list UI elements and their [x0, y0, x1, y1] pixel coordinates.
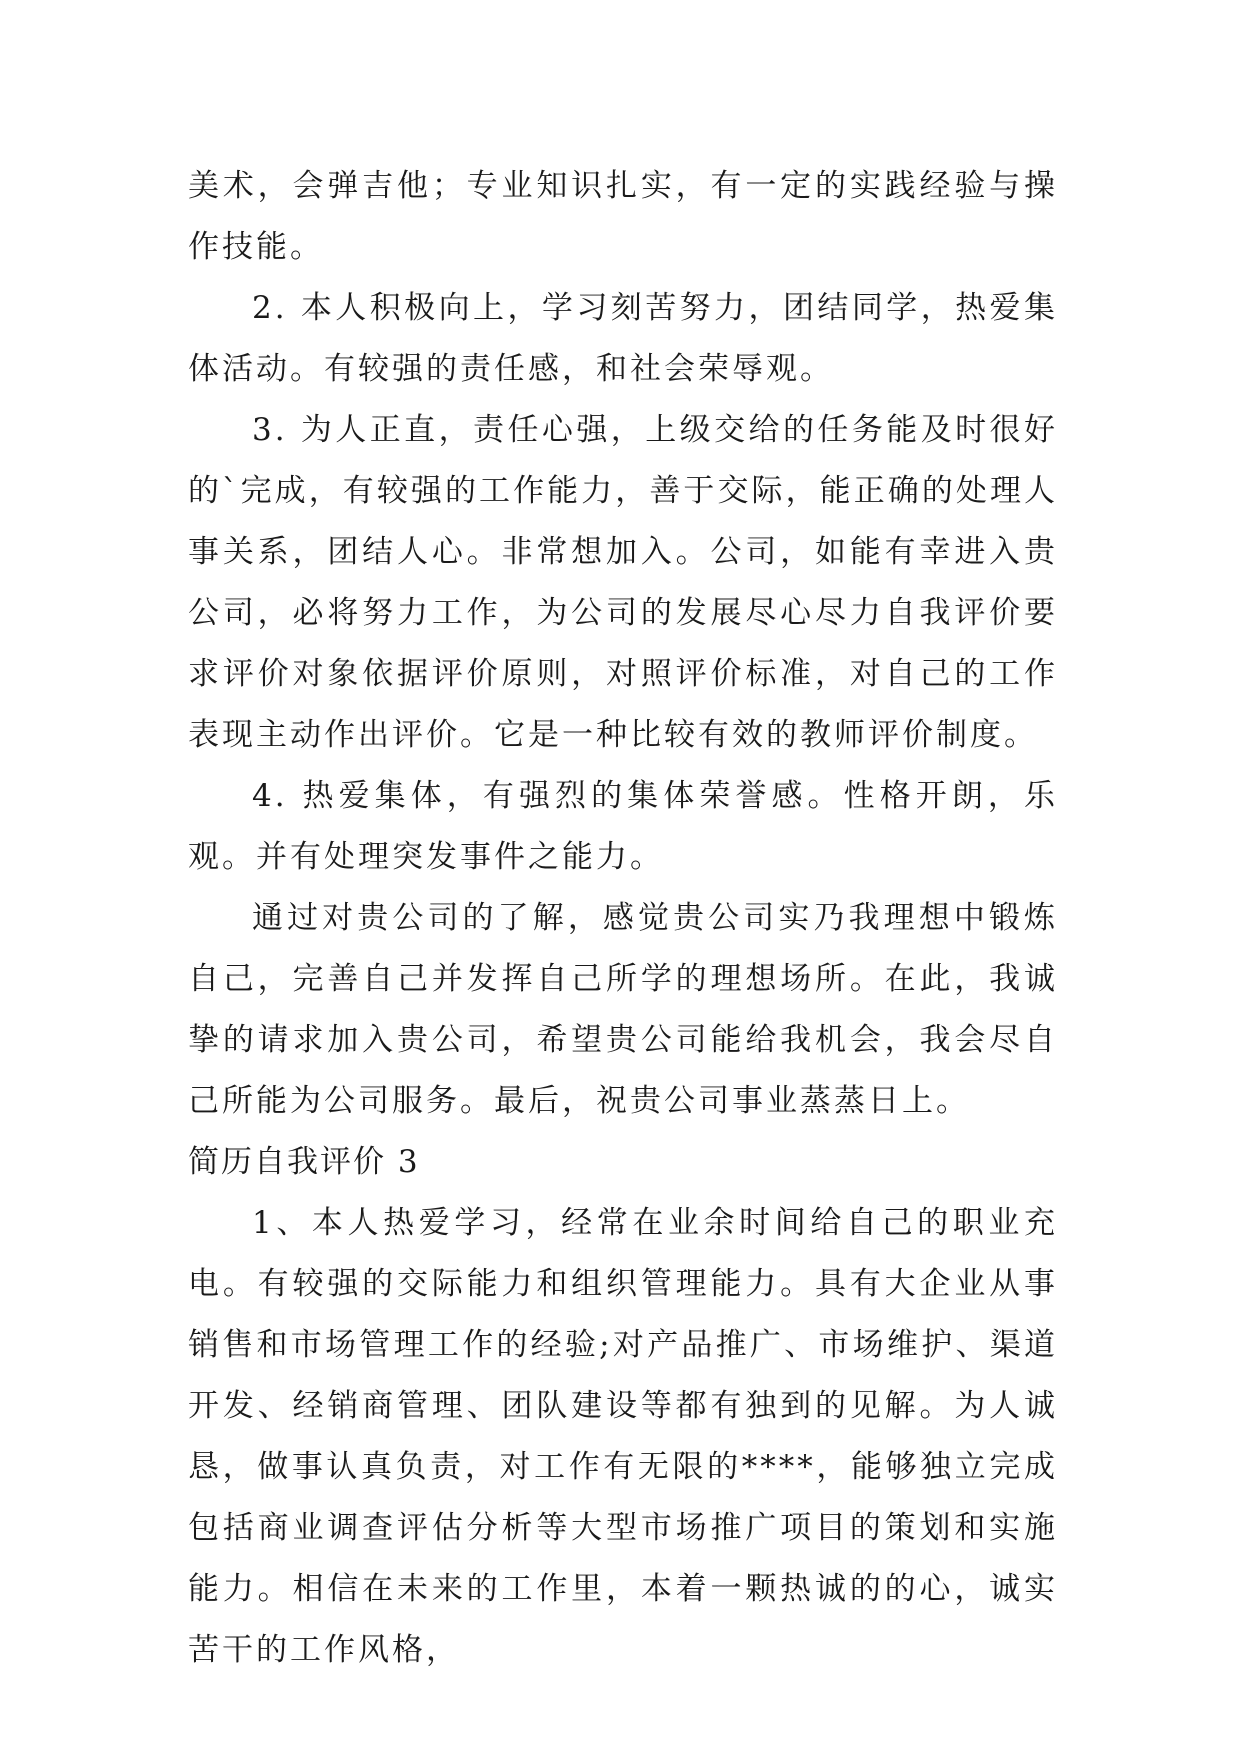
section-heading: 简历自我评价 3	[188, 1144, 420, 1180]
document-body	[188, 156, 1058, 1681]
paragraph-item-2: 2. 本人积极向上，学习刻苦努力，团结同学，热爱集体活动。有较强的责任感，和社会荣辱观。	[188, 290, 1058, 387]
paragraph-continuation: 美术，会弹吉他；专业知识扎实，有一定的实践经验与操作技能。	[188, 168, 1058, 265]
paragraph-closing: 通过对贵公司的了解，感觉贵公司实乃我理想中锻炼自己，完善自己并发挥自己所学的理想场所。在此，我诚挚的请求加入贵公司，希望贵公司能给我机会，我会尽自己所能为公司服务。最后，祝贵公司事业蒸蒸日上。	[188, 900, 1058, 1119]
paragraph-section3-item-1: 1、本人热爱学习，经常在业余时间给自己的职业充电。有较强的交际能力和组织管理能力。具有大企业从事销售和市场管理工作的经验;对产品推广、市场维护、渠道开发、经销商管理、团队建设等都有独到的见解。为人诚恳，做事认真负责，对工作有无限的****，能够独立完成包括商业调查评估分析等大型市场推广项目的策划和实施能力。相信在未来的工作里，本着一颗热诚的的心，诚实苦干的工作风格，	[188, 1205, 1058, 1668]
paragraph-item-3: 3. 为人正直，责任心强，上级交给的任务能及时很好的`完成，有较强的工作能力，善于交际，能正确的处理人事关系，团结人心。非常想加入。公司，如能有幸进入贵公司，必将努力工作，为公司的发展尽心尽力自我评价要求评价对象依据评价原则，对照评价标准，对自己的工作表现主动作出评价。它是一种比较有效的教师评价制度。	[188, 412, 1058, 753]
paragraph-item-4: 4. 热爱集体，有强烈的集体荣誉感。性格开朗，乐观。并有处理突发事件之能力。	[188, 778, 1058, 875]
